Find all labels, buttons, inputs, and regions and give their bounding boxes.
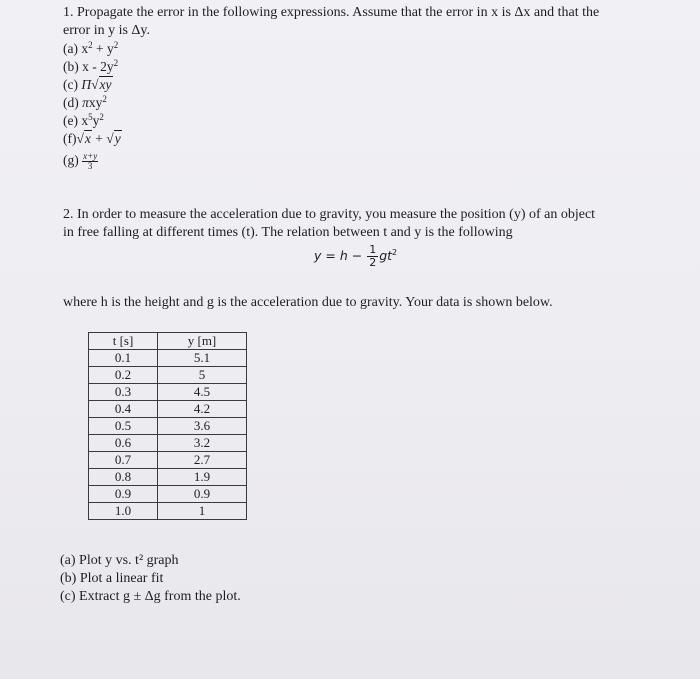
time-cell: 0.1 — [89, 350, 158, 367]
expression-c-label: (c) — [63, 77, 78, 92]
expression-d-label: (d) — [63, 95, 79, 110]
time-cell: 0.3 — [89, 384, 158, 401]
expression-b-label: (b) — [63, 59, 79, 74]
time-cell: 0.6 — [89, 435, 158, 452]
time-cell: 0.8 — [89, 469, 158, 486]
problem1-intro-line1: 1. Propagate the error in the following expressions. Assume that the error in x is Δx and that the — [63, 5, 600, 20]
position-cell: 3.2 — [158, 435, 247, 452]
expression-g — [63, 152, 98, 171]
time-cell: 0.5 — [89, 418, 158, 435]
expression-b: (b) x - $2y^2$ — [63, 58, 119, 74]
table-row — [89, 418, 247, 435]
expression-e-label: (e) — [63, 113, 78, 128]
free-fall-equation: y = h − $\frac{1}{2}$ $gt^2$ — [314, 243, 398, 269]
time-cell: 0.9 — [89, 486, 158, 503]
position-cell: 5.1 — [158, 350, 247, 367]
position-cell: 1 — [158, 503, 247, 520]
table-row — [89, 401, 247, 418]
expression-a-label: (a) — [63, 41, 78, 56]
column-header-time: t [s] — [89, 333, 158, 350]
where-statement: where h is the height and g is the acceleration due to gravity. Your data is shown below. — [63, 295, 553, 310]
task-extract-g: (c) Extract g ± Δg from the plot. — [60, 589, 241, 604]
expression-f-label: (f) — [63, 131, 77, 146]
position-cell: 0.9 — [158, 486, 247, 503]
column-header-position: y [m] — [158, 333, 247, 350]
table-row — [89, 452, 247, 469]
expression-f: (f)√x + √y — [63, 131, 121, 146]
measurement-table — [88, 332, 247, 520]
position-cell: 4.2 — [158, 401, 247, 418]
time-cell: 0.2 — [89, 367, 158, 384]
expression-e: (e) $x^5y^2$ — [63, 112, 104, 128]
position-cell: 3.6 — [158, 418, 247, 435]
expression-c: (c) Π√xy — [63, 77, 112, 92]
problem2-intro-line1: 2. In order to measure the acceleration due to gravity, you measure the position (y) of an object — [63, 207, 596, 222]
table-row — [89, 469, 247, 486]
time-cell: 0.7 — [89, 452, 158, 469]
table-row — [89, 486, 247, 503]
expression-g-fraction: $\frac{x+y}{3}$ — [83, 151, 98, 171]
position-cell: 2.7 — [158, 452, 247, 469]
problem2-intro-line2: in free falling at different times (t). The relation between t and y is the following — [63, 225, 513, 240]
expression-a: (a) $x^2 + y^2$ — [63, 40, 119, 56]
time-cell: 0.4 — [89, 401, 158, 418]
expression-d: (d) πxy$^2$ — [63, 94, 107, 110]
expression-g-label: (g) — [63, 152, 79, 168]
task-plot-y-vs-t-squared: (a) Plot y vs. t² graph — [60, 553, 179, 568]
task-linear-fit: (b) Plot a linear fit — [60, 571, 164, 586]
position-cell: 1.9 — [158, 469, 247, 486]
table-header-row — [89, 333, 247, 350]
problem1-intro-line2: error in y is Δy. — [63, 23, 151, 38]
position-cell: 4.5 — [158, 384, 247, 401]
table-row — [89, 367, 247, 384]
table-row — [89, 435, 247, 452]
table-row — [89, 350, 247, 367]
time-cell: 1.0 — [89, 503, 158, 520]
table-row — [89, 384, 247, 401]
position-cell: 5 — [158, 367, 247, 384]
table-row — [89, 503, 247, 520]
